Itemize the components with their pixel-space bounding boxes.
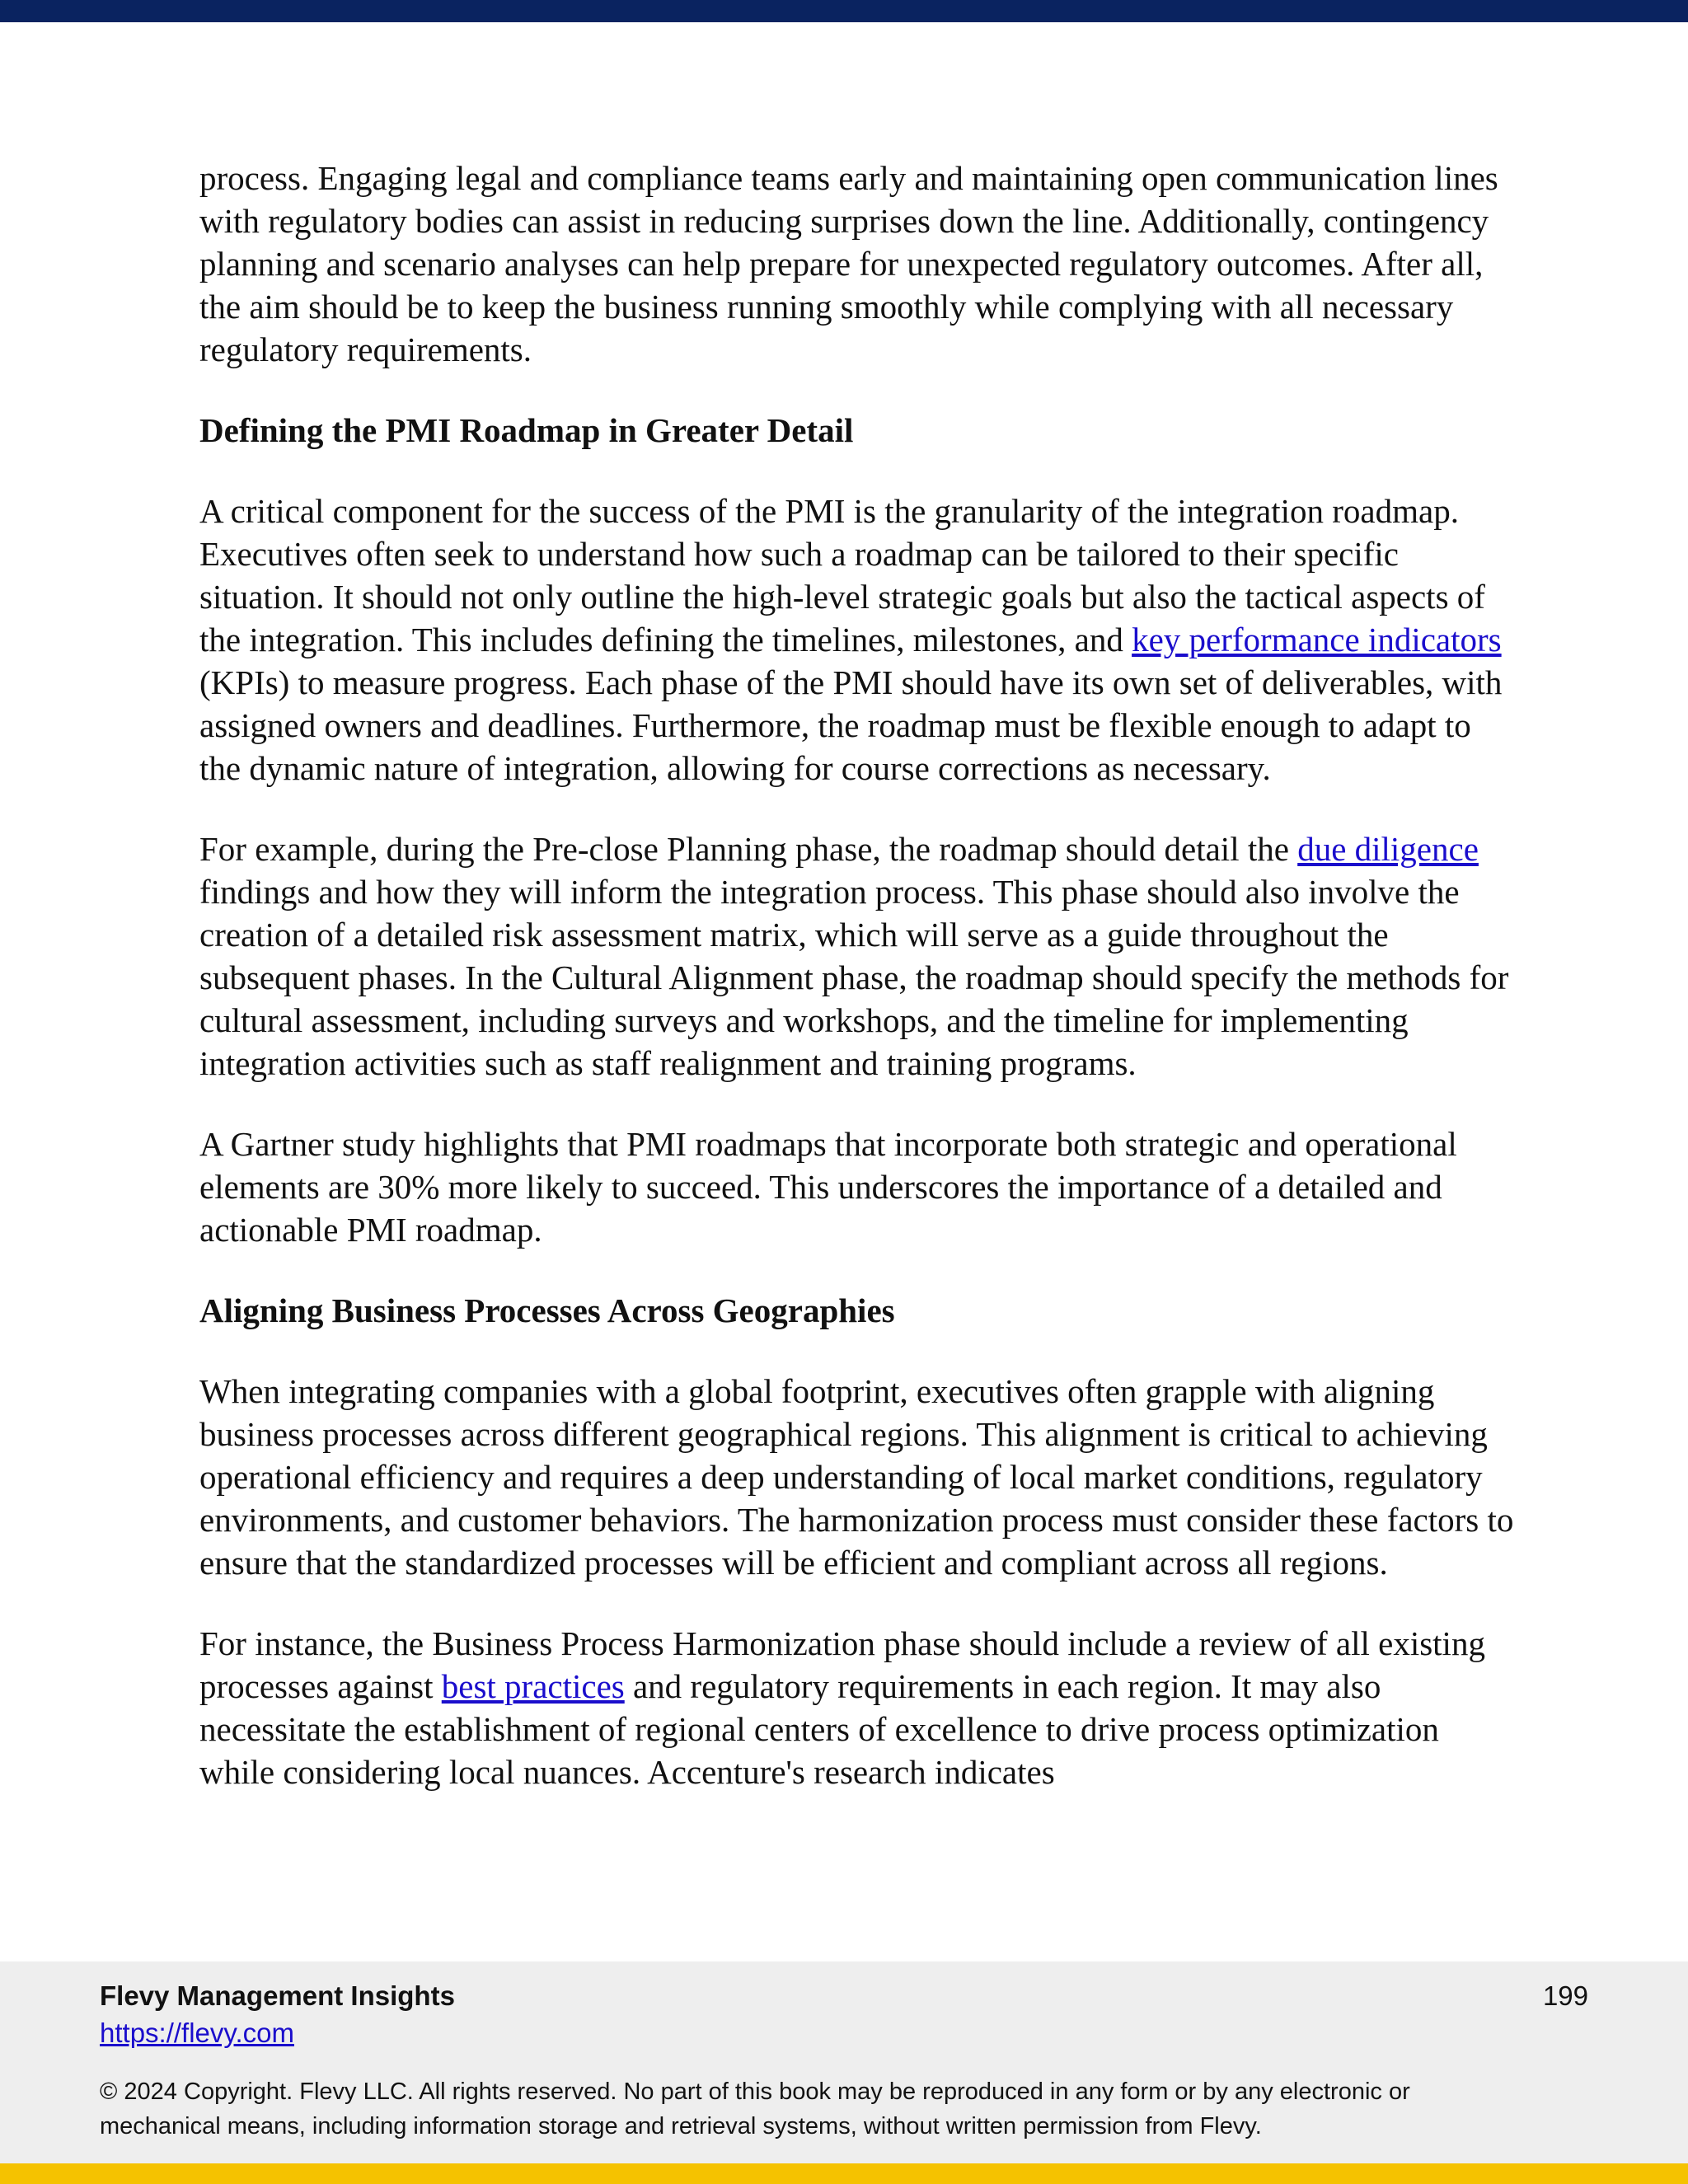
- paragraph-gartner-study: A Gartner study highlights that PMI roadmaps that incorporate both strategic and operational elements are 30% more likely to succeed. This underscores the importance of a detailed and actionable PMI roadmap.: [199, 1125, 1457, 1249]
- page-body: [199, 157, 1518, 1831]
- paragraph-process-harmonization: [199, 1622, 1518, 1793]
- section-heading-pmi-roadmap: Defining the PMI Roadmap in Greater Detail: [199, 411, 854, 449]
- paragraph-text: For example, during the Pre-close Planning phase, the roadmap should detail the: [199, 830, 1298, 868]
- bottom-color-band: [0, 2163, 1688, 2184]
- paragraph-global-footprint: When integrating companies with a global footprint, executives often grapple with aligning business processes across different geographical regions. This alignment is critical to achieving operational efficiency and requires a deep understanding of local market conditions, regulatory environments, and customer behaviors. The harmonization process must consider these factors to ensure that the standardized processes will be efficient and compliant across all regions.: [199, 1372, 1514, 1582]
- page-footer: [0, 1961, 1688, 2163]
- top-color-band: [0, 0, 1688, 22]
- paragraph-text: and regulatory requirements in each region. It may also necessitate the establishment of regional centers of excellence to drive process optimization while considering local nuances. Accenture's research indicates: [199, 1667, 1439, 1791]
- footer-copyright: © 2024 Copyright. Flevy LLC. All rights reserved. No part of this book may be reproduced in any form or by any electronic or mechanical means, including information storage and retrieval systems, without written permission from Flevy.: [100, 2079, 1410, 2139]
- footer-url-link[interactable]: https://flevy.com: [100, 2018, 294, 2048]
- paragraph-text: (KPIs) to measure progress. Each phase of the PMI should have its own set of deliverables, with assigned owners and deadlines. Furthermore, the roadmap must be flexible enough to adapt to the dynamic nature of integration, allowing for course corrections as necessary.: [199, 663, 1503, 787]
- page-number: 199: [1542, 1980, 1588, 2011]
- section-heading-aligning-processes: Aligning Business Processes Across Geographies: [199, 1291, 895, 1329]
- paragraph-regulatory-continuation: process. Engaging legal and compliance teams early and maintaining open communication lines with regulatory bodies can assist in reducing surprises down the line. Additionally, contingency planning and scenario analyses can help prepare for unexpected regulatory outcomes. After all, the aim should be to keep the business running smoothly while complying with all necessary regulatory requirements.: [199, 159, 1498, 368]
- paragraph-preclose-planning: [199, 827, 1518, 1085]
- paragraph-text: findings and how they will inform the integration process. This phase should also involve the creation of a detailed risk assessment matrix, which will serve as a guide throughout the subsequent phases. In the Cultural Alignment phase, the roadmap should specify the methods for cultural assessment, including surveys and workshops, and the timeline for implementing integration activities such as staff realignment and training programs.: [199, 873, 1509, 1082]
- paragraph-roadmap-granularity: [199, 490, 1518, 790]
- paragraph-text: A critical component for the success of the PMI is the granularity of the integration roadmap. Executives often seek to understand how such a roadmap can be tailored to their specific situation. It should not only outline the high-level strategic goals but also the tactical aspects of the integration. This includes defining the timelines, milestones, and: [199, 492, 1485, 658]
- link-best-practices[interactable]: best practices: [441, 1667, 625, 1705]
- paragraph-text: For instance, the Business Process Harmonization phase should include a review of all existing processes against: [199, 1624, 1485, 1705]
- link-due-diligence[interactable]: due diligence: [1297, 830, 1479, 868]
- footer-brand: Flevy Management Insights: [100, 1980, 455, 2011]
- link-key-performance-indicators[interactable]: key performance indicators: [1132, 621, 1502, 658]
